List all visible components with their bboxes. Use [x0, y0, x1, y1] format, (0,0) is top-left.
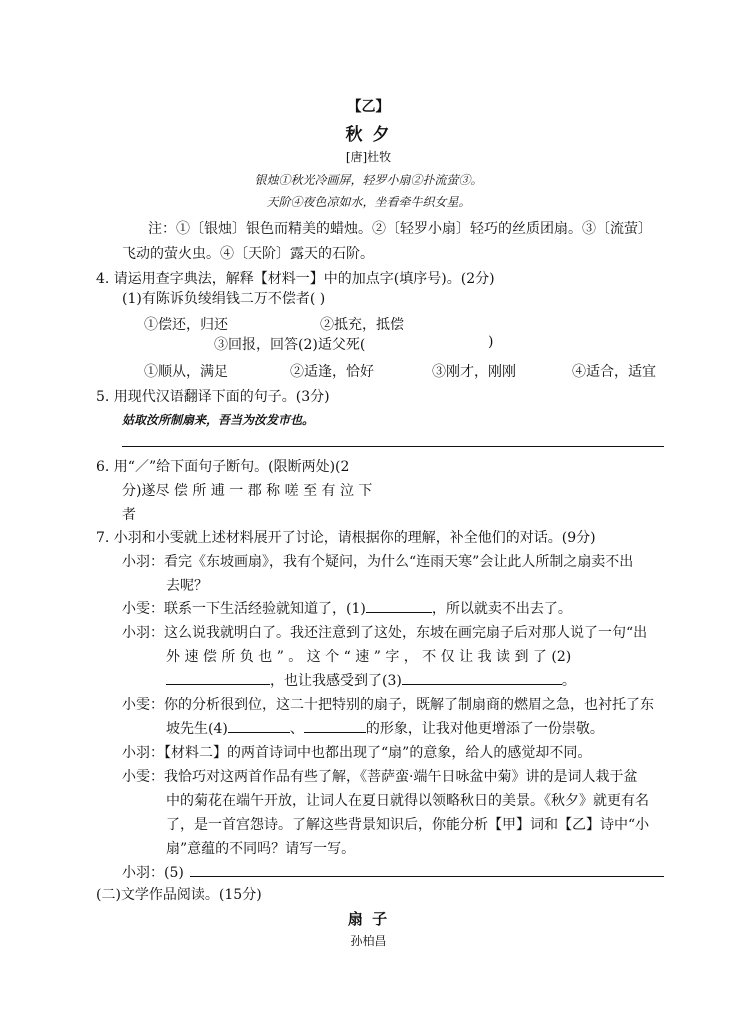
blank-4b[interactable]: [304, 718, 366, 733]
q4-option-b: ②抵充，抵偿: [320, 317, 404, 333]
q4-option2-a: ①顺从，满足: [144, 364, 228, 380]
dialogue-2-suffix: ，所以就卖不出去了。: [431, 601, 572, 617]
dialogue-3c: [166, 670, 576, 690]
blank-2[interactable]: [166, 670, 270, 685]
poem-line-2: 天阶④夜色凉如水，坐看牵牛织女星。: [266, 195, 471, 209]
dialogue-4a: 小雯：你的分析很到位，这二十把特别的扇子，既解了制扇商的燃眉之急，也衬托了东: [122, 697, 654, 713]
section-2-heading: (二)文学作品阅读。(15分): [96, 887, 262, 903]
poem-note-1: 注：①〔银烛〕银色而精美的蜡烛。②〔轻罗小扇〕轻巧的丝质团扇。③〔流萤〕: [148, 221, 652, 237]
section-2-title: 扇 子: [347, 910, 390, 928]
blank-5[interactable]: [190, 876, 664, 877]
q4-sub2-prefix: ③回报，回答(2)适父死(: [214, 337, 366, 353]
poem-note-2: 飞动的萤火虫。④〔天阶〕露天的石阶。: [122, 246, 374, 262]
dialogue-4b-sep: 、: [289, 721, 304, 737]
q4-stem: 4. 请运用查字典法，解释【材料一】中的加点字(填序号)。(2分): [96, 271, 495, 287]
blank-4a[interactable]: [228, 718, 290, 733]
q7-stem: 7. 小羽和小雯就上述材料展开了讨论，请根据你的理解，补全他们的对话。(9分): [96, 530, 596, 546]
q6-line-2: 分)遂尽 偿 所 逋 一 郡 称 嗟 至 有 泣 下: [122, 483, 373, 499]
q5-sentence: 姑取汝所制扇来，吾当为汝发市也。: [122, 413, 315, 427]
q5-answer-line[interactable]: [122, 446, 664, 447]
poem-title: 秋 夕: [345, 125, 392, 145]
q4-sub2-suffix: ): [488, 334, 494, 350]
q6-line-3: 者: [122, 507, 136, 523]
dialogue-3b: 外 速 偿 所 负 也 ” 。 这 个 “ 速 ” 字 ， 不 仅 让 我 读 到 了 (2): [166, 649, 572, 665]
dialogue-6c: 了，是一首宫怨诗。了解这些背景知识后，你能分析【甲】词和【乙】诗中“小: [166, 817, 650, 833]
dialogue-2-prefix: 小雯：联系一下生活经验就知道了，(1): [122, 601, 366, 617]
poem-line-1: 银烛①秋光冷画屏，轻罗小扇②扑流萤③。: [254, 173, 483, 187]
dialogue-3a: 小羽：这么说我就明白了。我还注意到了这处，东坡在画完扇子后对那人说了一句“出: [122, 625, 648, 641]
q4-option2-b: ②适逢，恰好: [290, 364, 374, 380]
dialogue-3c-end: 。: [561, 673, 576, 689]
blank-3[interactable]: [402, 670, 562, 685]
dialogue-4b-prefix: 坡先生(4): [166, 721, 228, 737]
blank-1[interactable]: [366, 598, 432, 613]
q4-option2-c: ③刚才，刚刚: [432, 364, 516, 380]
dialogue-4b: [166, 718, 604, 738]
dialogue-7-prefix: 小羽：(5): [122, 865, 184, 881]
dialogue-6d: 扇”意蕴的不同吗？请写一写。: [166, 841, 356, 857]
q6-stem: 6. 用“／”给下面句子断句。(限断两处)(2: [96, 459, 350, 475]
dialogue-1b: 去呢？: [166, 578, 208, 594]
dialogue-3c-mid: ，也让我感受到了(3): [270, 673, 402, 689]
q4-sub1: (1)有陈诉负绫绢钱二万不偿者( ): [122, 291, 326, 307]
dialogue-5: 小羽：【材料二】的两首诗词中也都出现了“扇”的意象，给人的感觉却不同。: [122, 745, 592, 761]
q5-stem: 5. 用现代汉语翻译下面的句子。(3分): [96, 389, 330, 405]
dialogue-6a: 小雯：我恰巧对这两首作品有些了解，《菩萨蛮·端午日咏盆中菊》讲的是词人栽于盆: [122, 769, 638, 785]
poem-author: [唐]杜牧: [345, 150, 392, 164]
section-label: 【乙】: [347, 99, 390, 115]
dialogue-1a: 小羽：看完《东坡画扇》，我有个疑问，为什么“连雨天寒”会让此人所制之扇卖不出: [122, 554, 634, 570]
q4-option2-d: ④适合，适宜: [572, 364, 656, 380]
q4-option-a: ①偿还，归还: [144, 317, 228, 333]
dialogue-4b-suffix: 的形象，让我对他更增添了一份崇敬。: [365, 721, 604, 737]
dialogue-2: [122, 598, 572, 618]
dialogue-6b: 中的菊花在端午开放，让词人在夏日就得以领略秋日的美景。《秋夕》就更有名: [166, 793, 649, 809]
section-2-author: 孙柏昌: [350, 934, 387, 948]
